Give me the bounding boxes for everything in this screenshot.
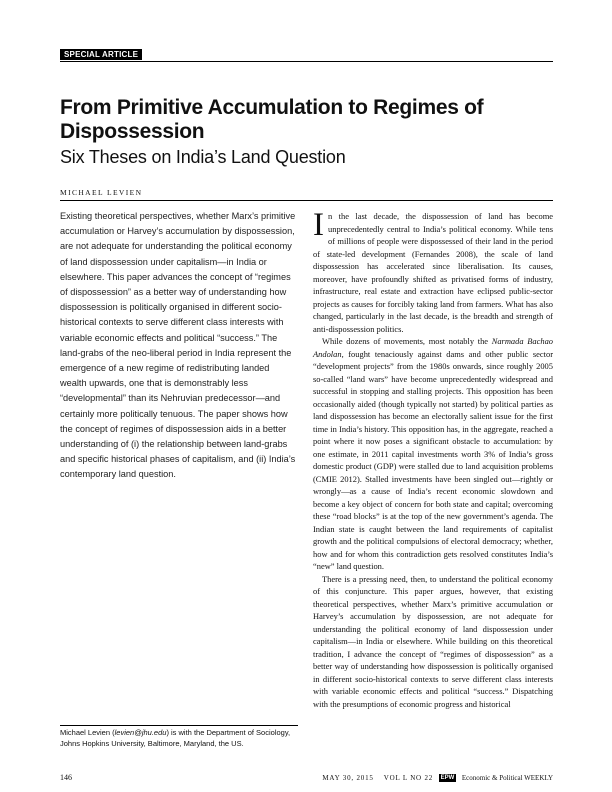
body-paragraph-1 (313, 207, 553, 335)
author-name: MICHAEL LEVIEN (60, 188, 143, 197)
movement-name: Narmada Bachao Andolan (313, 336, 554, 359)
page-number: 146 (60, 773, 72, 782)
body-paragraph-2 (313, 335, 553, 573)
body-paragraph-2-post: , fought tenaciously against dams and other public sector “development projects” from the 1980s onwards, since roughly 2005 so-called “land wars” have become unprecedentedly widespread and successful in stopping and stalling projects. This opposition has been occasionally aided (though typically not started) by political parties as land dispossession has become an electorally salient issue for the first time in India’s history. This opposition has, in the aggregate, reached a point where it now poses a significant obstacle to accumulation: by one estimate, in 2011 capital investments worth 3% of India’s gross domestic product (GDP) were stalled due to land acquisition problems (CMIE 2012). Stalled investments have been singled out—rightly or wrongly—as a cause of India’s recent economic slowdown and become a key object of concern for both state and capital; overcoming these “road blocks” is at the top of the new government’s agenda. The Indian state is caught between the land requirements of capitalist growth and the political compulsions of electoral democracy; whether, how and for whom this contradiction gets resolved constitutes India’s “new” land question. (313, 348, 553, 571)
affiliation-divider (60, 725, 298, 726)
author-bar (60, 188, 553, 201)
epw-logo: EPW (440, 775, 455, 782)
section-tag: SPECIAL ARTICLE (60, 49, 142, 60)
article-body (313, 207, 554, 710)
section-tag-bar (60, 49, 553, 62)
affiliation-suffix: ) is with the Department of Sociology, Johns Hopkins University, Baltimore, Maryland, the US. (60, 728, 291, 748)
issue-info: MAY 30, 2015 VOL L NO 22 (322, 774, 434, 783)
author-affiliation (60, 728, 298, 749)
author-email[interactable]: levien@jhu.edu (114, 728, 167, 737)
affiliation-prefix: Michael Levien ( (60, 728, 115, 737)
body-paragraph-3: There is a pressing need, then, to understand the political economy of this conjuncture. This paper argues, however, that existing theoretical perspectives, whether Marx’s primitive accumulation or Harvey’s accumulation by dispossession, are not adequate for understanding the political economy of land dispossession under capitalism—in India or elsewhere. While building on this theoretical tradition, I advance the concept of “regimes of dispossession” as a better way of understanding how dispossession is politically organised in different socio-historical contexts to serve different class interests with variable economic effects and political “success.” Dispatching with the presumptions of economic progress and historical (313, 573, 553, 709)
abstract: Existing theoretical perspectives, whether Marx’s primitive accumulation or Harvey’s accumulation by dispossession, are not adequate for understanding the political economy of land dispossession under capitalism—in India or elsewhere. This paper advances the concept of “regimes of dispossession” as a better way of understanding how dispossession is politically organised in different socio-historical contexts to serve different class interests with variable economic effects and political “success.” The land-grabs of the neo-liberal period in India represent the emergence of a new regime of redistributing landed wealth upwards, one that is demonstrably less “developmental” than its Nehruvian predecessor—and certainly more politically tenuous. The paper shows how the concept of regimes of dispossession aids in a better understanding of (i) the relationship between land-grabs and specific historical phases of capitalism, and (ii) India’s contemporary land question. (60, 211, 296, 480)
page-footer (60, 773, 553, 783)
drop-cap: I (313, 207, 324, 243)
publication-name: Economic & Political WEEKLY (461, 774, 553, 783)
footer-publication-info (322, 773, 553, 783)
article-title: From Primitive Accumulation to Regimes of Dispossession (60, 96, 484, 143)
body-paragraph-2-pre: While dozens of movements, most notably the (322, 336, 492, 346)
body-paragraph-1-text: n the last decade, the dispossession of land has become unprecedentedly central to India’s political economy. While tens of millions of people were dispossessed of their land in the period of state-led development (Fernandes 2008), the scale of land dispossession has accelerated since liberalisation. Its causes, moreover, have profoundly shifted as privatised forms of industry, infrastructure, real estate and extraction have eclipsed public-sector projects as causes for forcibly taking land from farmers. What has also changed, particularly in the last decade, is the breadth and strength of anti-dispossession politics. (313, 211, 553, 334)
article-subtitle: Six Theses on India’s Land Question (60, 147, 346, 167)
